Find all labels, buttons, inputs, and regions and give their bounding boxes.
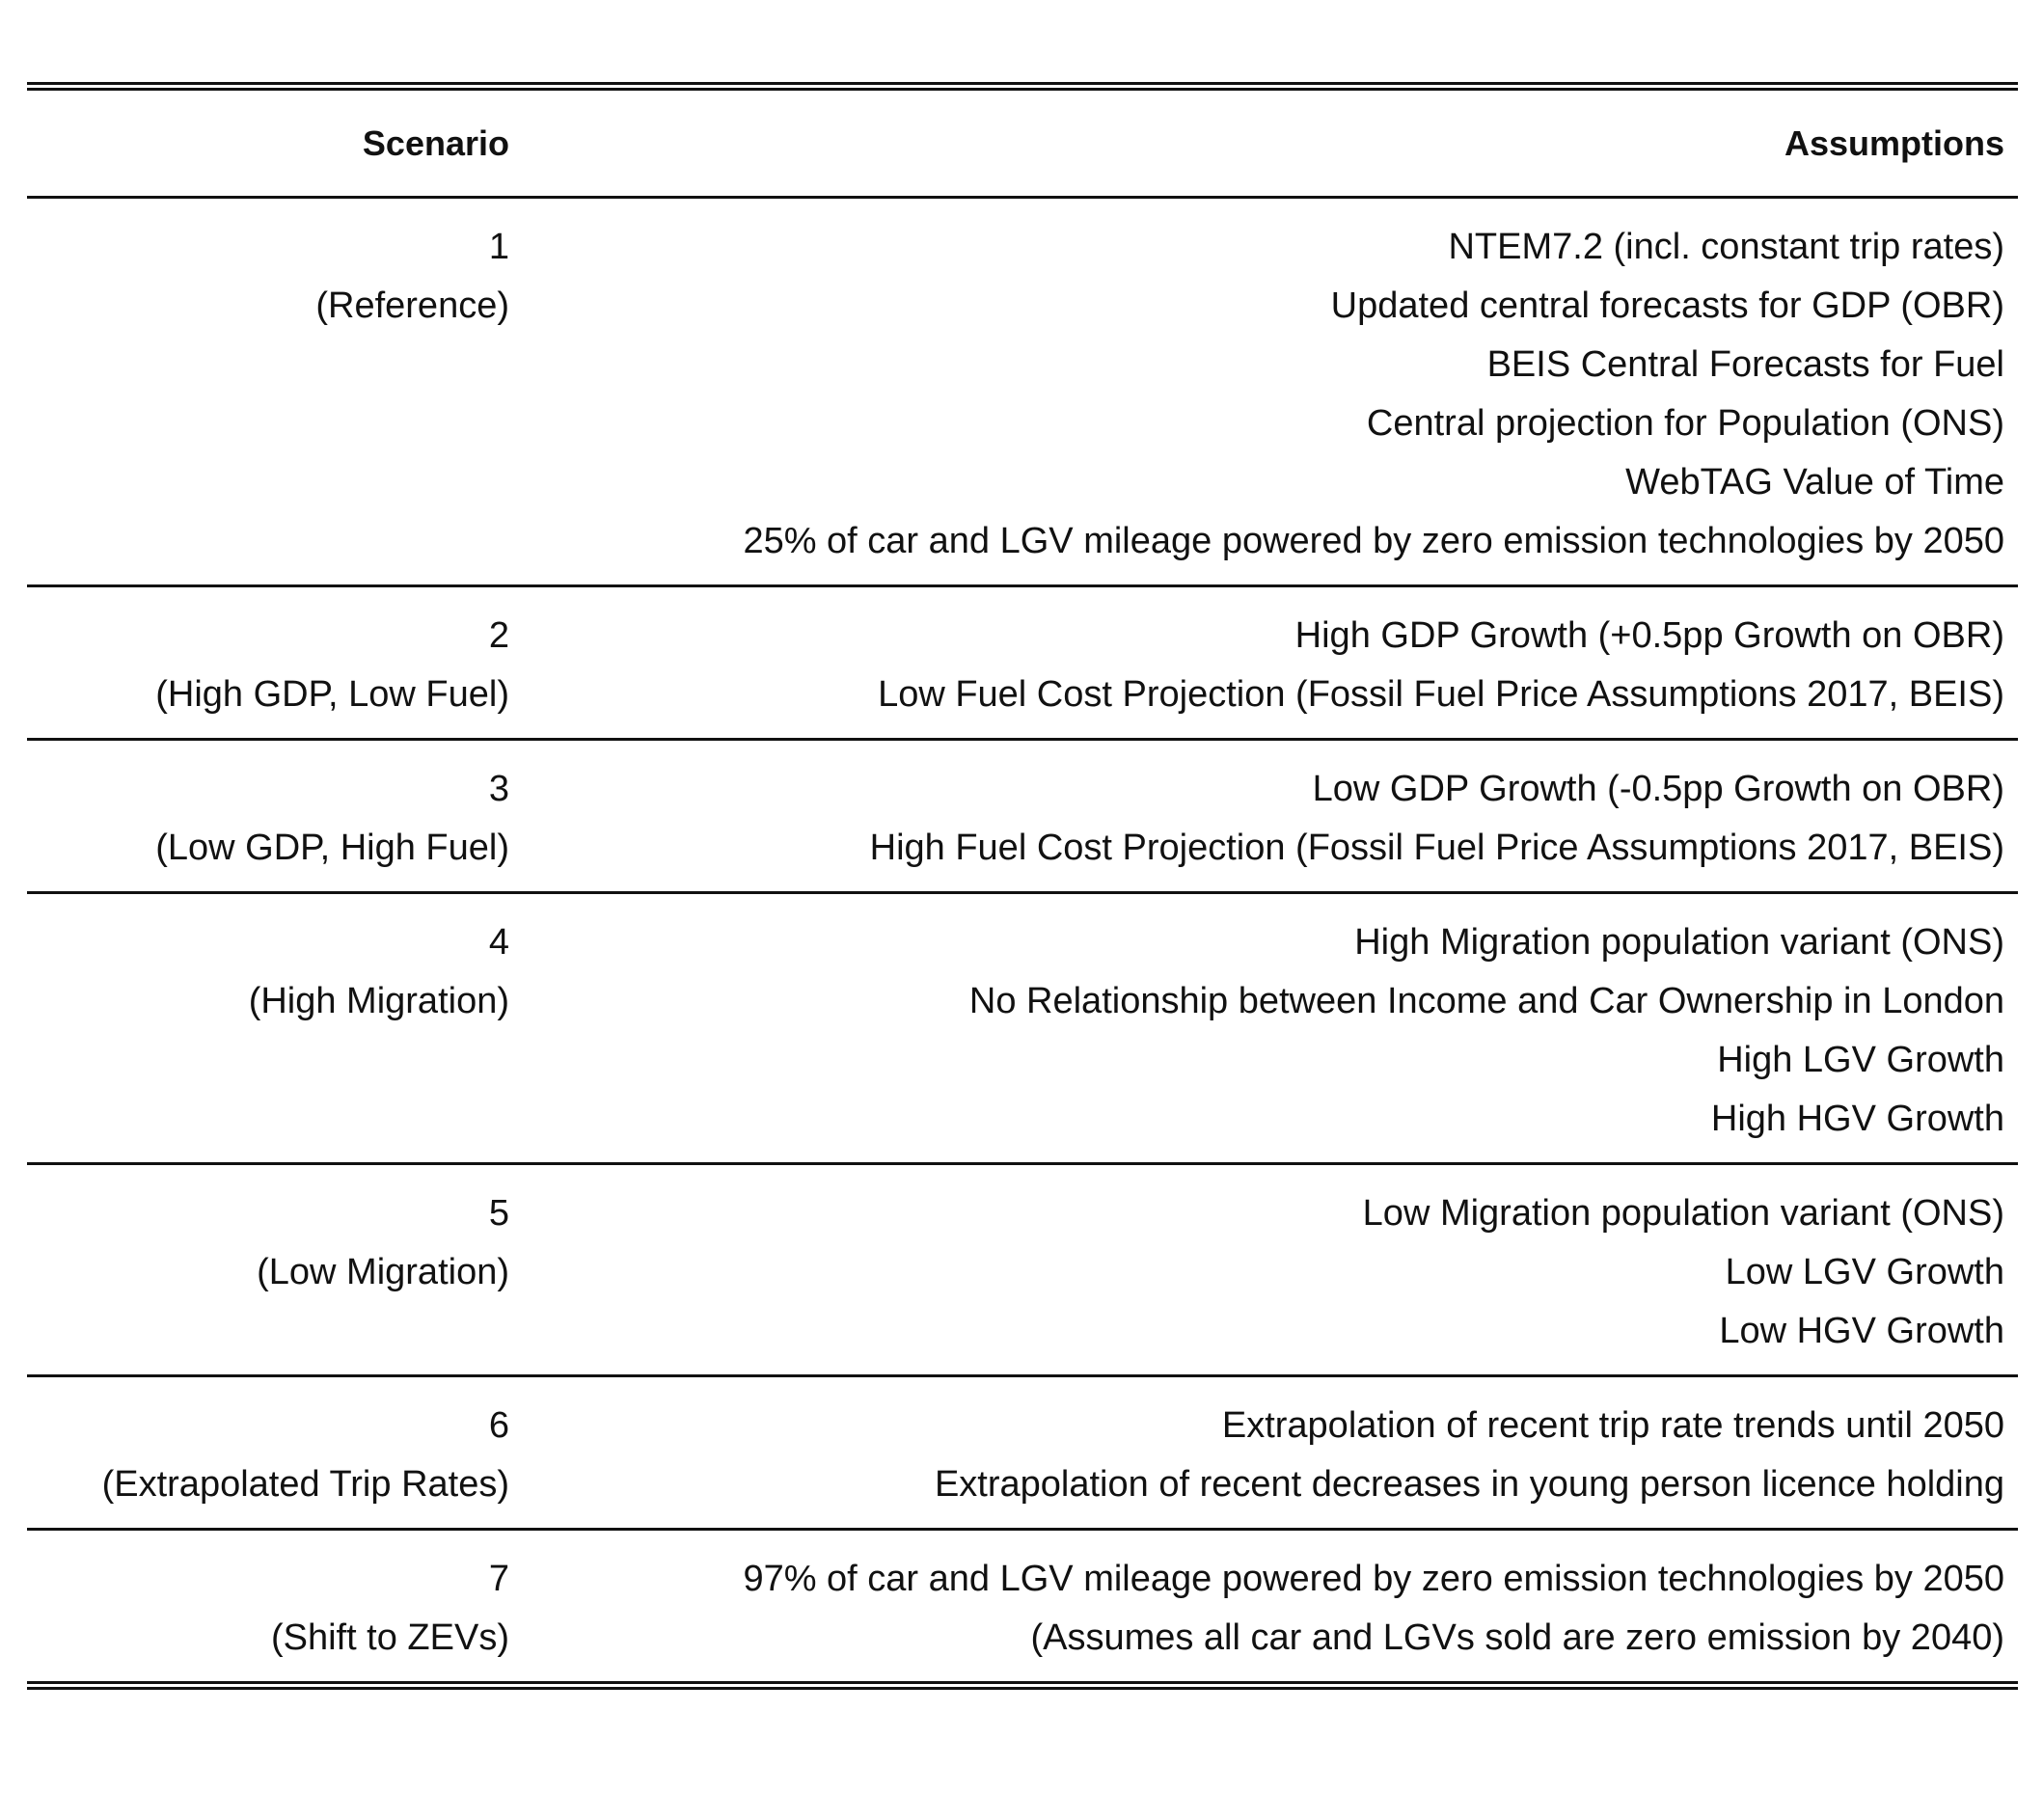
table-row [27, 587, 2018, 738]
assumptions-cell [509, 760, 2018, 878]
table-row [27, 741, 2018, 891]
scenario-label: (High Migration) [248, 981, 509, 1021]
assumption-line: WebTAG Value of Time [1625, 462, 2004, 503]
assumptions-cell [509, 1397, 2018, 1514]
assumption-line: Central projection for Population (ONS) [1366, 403, 2004, 444]
table-row [27, 1377, 2018, 1528]
scenario-number: 2 [488, 615, 509, 656]
assumptions-cell [509, 218, 2018, 571]
scenario-cell [27, 1550, 509, 1668]
assumptions-cell [509, 1550, 2018, 1668]
scenario-number: 6 [488, 1405, 509, 1446]
assumption-line: High LGV Growth [1717, 1040, 2004, 1080]
scenario-label: (Shift to ZEVs) [270, 1617, 509, 1658]
scenario-label: (Low GDP, High Fuel) [155, 828, 509, 868]
assumption-line: Updated central forecasts for GDP (OBR) [1330, 285, 2004, 326]
assumption-line: Low GDP Growth (-0.5pp Growth on OBR) [1312, 769, 2004, 809]
header-scenario: Scenario [362, 122, 509, 163]
scenario-number: 7 [488, 1559, 509, 1599]
assumption-line: Extrapolation of recent decreases in young person licence holding [934, 1464, 2004, 1505]
assumption-line: No Relationship between Income and Car Ownership in London [968, 981, 2004, 1021]
scenario-number: 3 [488, 769, 509, 809]
table-row [27, 1531, 2018, 1681]
scenario-label: (Low Migration) [257, 1252, 509, 1292]
assumptions-cell [509, 607, 2018, 724]
assumption-line: High GDP Growth (+0.5pp Growth on OBR) [1294, 615, 2004, 656]
scenario-label: (High GDP, Low Fuel) [155, 674, 509, 715]
scenario-number: 5 [488, 1193, 509, 1234]
assumption-line: 97% of car and LGV mileage powered by zero emission technologies by 2050 [743, 1559, 2004, 1599]
scenario-cell [27, 913, 509, 1149]
scenario-cell [27, 218, 509, 571]
assumption-line: 25% of car and LGV mileage powered by zero emission technologies by 2050 [743, 521, 2004, 561]
header-assumptions: Assumptions [1784, 122, 2004, 163]
top-double-rule [27, 82, 2018, 91]
table-header-row [27, 91, 2018, 196]
assumption-line: High HGV Growth [1710, 1099, 2004, 1139]
assumption-line: BEIS Central Forecasts for Fuel [1486, 344, 2004, 385]
assumption-line: NTEM7.2 (incl. constant trip rates) [1448, 227, 2004, 267]
assumption-line: Low LGV Growth [1725, 1252, 2004, 1292]
bottom-double-rule [27, 1681, 2018, 1690]
assumptions-cell [509, 913, 2018, 1149]
assumption-line: Low Fuel Cost Projection (Fossil Fuel Price Assumptions 2017, BEIS) [878, 674, 2004, 715]
table-row [27, 894, 2018, 1162]
scenario-table [27, 82, 2018, 1690]
scenario-label: (Reference) [315, 285, 509, 326]
table-row [27, 199, 2018, 584]
assumption-line: (Assumes all car and LGVs sold are zero emission by 2040) [1030, 1617, 2004, 1658]
table-row [27, 1165, 2018, 1374]
scenario-cell [27, 1184, 509, 1361]
table-body [27, 196, 2018, 1681]
assumption-line: Low Migration population variant (ONS) [1362, 1193, 2004, 1234]
scenario-label: (Extrapolated Trip Rates) [101, 1464, 509, 1505]
scenario-cell [27, 760, 509, 878]
assumption-line: High Fuel Cost Projection (Fossil Fuel Price Assumptions 2017, BEIS) [869, 828, 2004, 868]
assumption-line: High Migration population variant (ONS) [1354, 922, 2004, 963]
assumption-line: Low HGV Growth [1719, 1311, 2004, 1351]
scenario-number: 4 [488, 922, 509, 963]
scenario-number: 1 [488, 227, 509, 267]
assumption-line: Extrapolation of recent trip rate trends until 2050 [1221, 1405, 2004, 1446]
scenario-cell [27, 607, 509, 724]
assumptions-cell [509, 1184, 2018, 1361]
scenario-cell [27, 1397, 509, 1514]
